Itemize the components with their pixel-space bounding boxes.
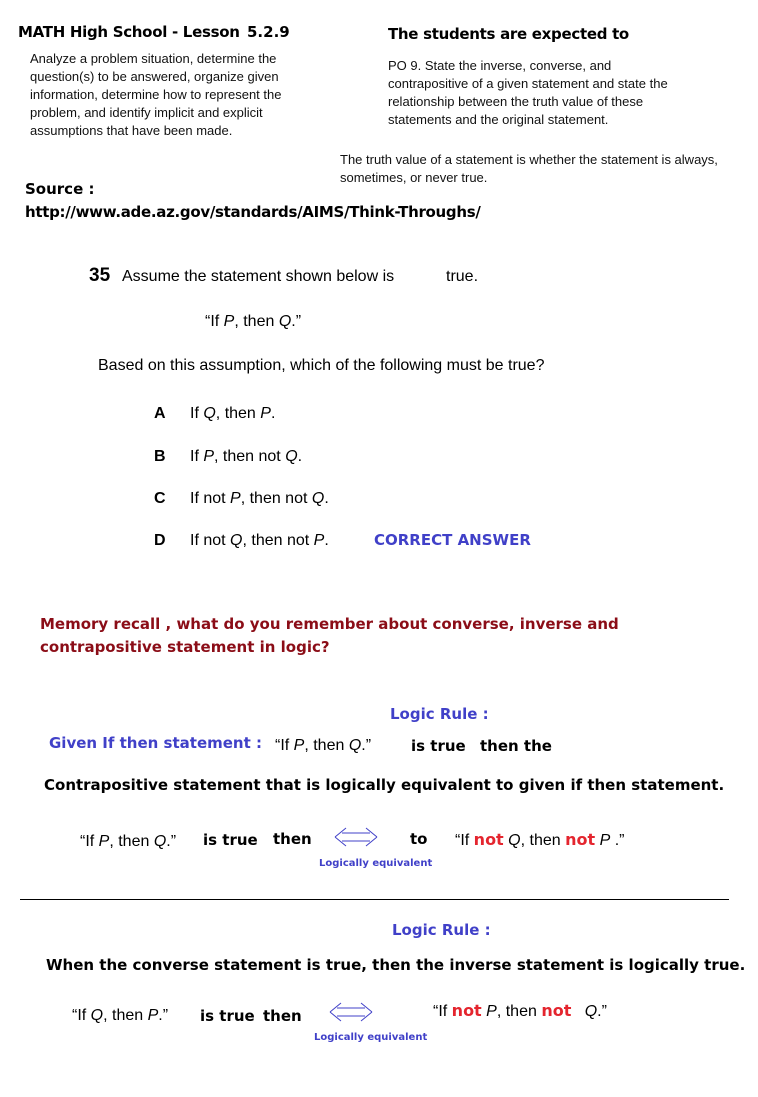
- rule2-title: Logic Rule :: [392, 921, 491, 939]
- rule2-description: When the converse statement is true, then the inverse statement is logically true.: [46, 956, 746, 974]
- rule1-contrapositive: “If not Q, then not P .”: [455, 830, 625, 849]
- source-url[interactable]: http://www.ade.az.gov/standards/AIMS/Think-Throughs/: [25, 203, 481, 221]
- option-b-letter[interactable]: B: [154, 448, 166, 465]
- rule2-then: then: [263, 1007, 302, 1025]
- question-prompt: Assume the statement shown below is: [122, 268, 395, 285]
- rule2-is-true: is true: [200, 1007, 255, 1025]
- rule1-given-statement: “If P, then Q.”: [275, 737, 372, 754]
- rule2-converse-statement: “If Q, then P.”: [72, 1007, 169, 1024]
- rule1-to: to: [410, 830, 428, 848]
- rule2-inverse-statement: “If not P, then not Q.”: [433, 1001, 607, 1020]
- option-a-letter[interactable]: A: [154, 405, 166, 422]
- option-c-letter[interactable]: C: [154, 490, 166, 507]
- rule1-description: Contrapositive statement that is logically equivalent to given if then statement.: [44, 776, 725, 794]
- rule1-original-statement: “If P, then Q.”: [80, 833, 177, 850]
- option-c-text[interactable]: If not P, then not Q.: [190, 490, 329, 507]
- given-label: Given If then statement :: [49, 734, 262, 752]
- option-d-text[interactable]: If not Q, then not P.: [190, 532, 329, 549]
- double-arrow-icon: [328, 1001, 374, 1023]
- memory-recall-prompt: Memory recall , what do you remember about converse, inverse and contrapositive statement in logic?: [40, 615, 619, 656]
- lesson-number: 5.2.9: [247, 23, 290, 41]
- po-text: PO 9. State the inverse, converse, and contrapositive of a given statement and state the relationship between the truth value of these statements and the original statement.: [388, 58, 668, 127]
- rule1-equiv-note: Logically equivalent: [319, 858, 433, 869]
- rule1-title: Logic Rule :: [390, 705, 489, 723]
- section-divider: [20, 899, 729, 900]
- option-b-text[interactable]: If P, then not Q.: [190, 448, 303, 465]
- rule1-is-true: is true: [411, 737, 466, 755]
- rule1-is-true-2: is true: [203, 831, 258, 849]
- question-followup: Based on this assumption, which of the following must be true?: [98, 357, 545, 374]
- lesson-title: MATH High School - Lesson: [18, 23, 240, 41]
- question-prompt-true: true.: [446, 268, 479, 285]
- source-label: Source :: [25, 180, 95, 198]
- option-a-text[interactable]: If Q, then P.: [190, 405, 276, 422]
- double-arrow-icon: [333, 826, 379, 848]
- rule1-then-the: then the: [480, 737, 552, 755]
- question-number: 35: [89, 265, 111, 286]
- rule2-equiv-note: Logically equivalent: [314, 1032, 428, 1043]
- question-statement: “If P, then Q.”: [205, 313, 302, 330]
- correct-answer-label: CORRECT ANSWER: [374, 531, 531, 549]
- expected-heading: The students are expected to: [388, 25, 629, 43]
- option-d-letter[interactable]: D: [154, 532, 166, 549]
- truth-value-note: The truth value of a statement is whether the statement is always, sometimes, or never true.: [340, 152, 718, 185]
- rule1-then: then: [273, 830, 312, 848]
- objective-text: Analyze a problem situation, determine the question(s) to be answered, organize given information, determine how to represent the problem, and identify implicit and explicit assumptions that have been made.: [30, 51, 282, 138]
